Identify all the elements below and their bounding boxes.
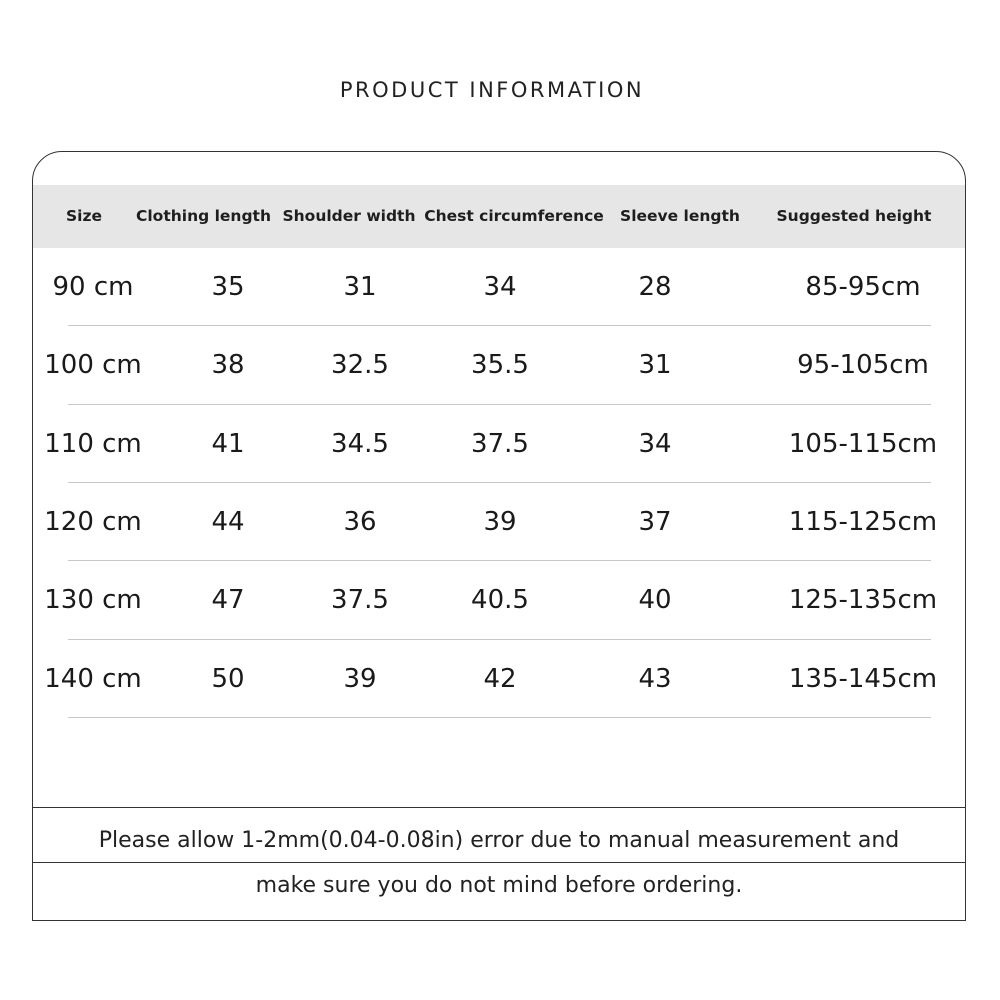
cell-suggested-height: 115-125cm <box>788 506 938 537</box>
cell-shoulder-width: 32.5 <box>331 350 389 381</box>
note-line-2: make sure you do not mind before ordering. <box>255 873 743 898</box>
cell-sleeve-length: 31 <box>638 350 672 381</box>
cell-shoulder-width: 37.5 <box>331 585 389 616</box>
header-size: Size <box>65 207 102 225</box>
cell-suggested-height: 85-95cm <box>805 272 921 302</box>
page-title: PRODUCT INFORMATION <box>339 78 645 102</box>
header-clothing-length: Clothing length <box>135 207 272 225</box>
cell-sleeve-length: 40 <box>638 585 672 616</box>
table-row <box>33 561 965 639</box>
cell-clothing-length: 44 <box>211 506 245 537</box>
cell-shoulder-width: 31 <box>343 272 377 302</box>
size-chart-card <box>32 151 966 921</box>
cell-chest-circumference: 42 <box>483 663 517 694</box>
header-chest-circumference: Chest circumference <box>424 207 604 225</box>
table-header <box>33 185 965 248</box>
cell-sleeve-length: 28 <box>638 272 672 302</box>
cell-size: 130 cm <box>44 585 142 616</box>
cell-suggested-height: 105-115cm <box>788 428 938 459</box>
cell-clothing-length: 38 <box>211 350 245 381</box>
divider <box>33 807 965 808</box>
cell-suggested-height: 135-145cm <box>788 663 938 694</box>
table-row <box>33 405 965 483</box>
table-row <box>33 483 965 561</box>
cell-sleeve-length: 34 <box>638 428 672 459</box>
cell-size: 120 cm <box>44 506 142 537</box>
cell-sleeve-length: 43 <box>638 663 672 694</box>
header-shoulder-width: Shoulder width <box>282 207 416 225</box>
cell-shoulder-width: 36 <box>343 506 377 537</box>
table-row <box>33 640 965 718</box>
cell-chest-circumference: 40.5 <box>471 585 529 616</box>
cell-clothing-length: 47 <box>211 585 245 616</box>
cell-chest-circumference: 39 <box>483 506 517 537</box>
cell-shoulder-width: 39 <box>343 663 377 694</box>
cell-chest-circumference: 34 <box>483 272 517 302</box>
cell-shoulder-width: 34.5 <box>331 428 389 459</box>
table-row <box>33 248 965 326</box>
cell-chest-circumference: 37.5 <box>471 428 529 459</box>
cell-clothing-length: 50 <box>211 663 245 694</box>
cell-size: 140 cm <box>44 663 142 694</box>
header-suggested-height: Suggested height <box>776 207 932 225</box>
header-sleeve-length: Sleeve length <box>620 207 740 225</box>
cell-size: 100 cm <box>44 350 142 381</box>
cell-sleeve-length: 37 <box>638 506 672 537</box>
cell-clothing-length: 41 <box>211 428 245 459</box>
cell-suggested-height: 125-135cm <box>788 585 938 616</box>
table-row <box>33 326 965 404</box>
note-line-1: Please allow 1-2mm(0.04-0.08in) error due to manual measurement and <box>98 828 900 853</box>
cell-chest-circumference: 35.5 <box>471 350 529 381</box>
cell-clothing-length: 35 <box>211 272 245 302</box>
row-divider <box>68 717 931 718</box>
cell-size: 110 cm <box>44 428 142 459</box>
cell-suggested-height: 95-105cm <box>797 350 929 381</box>
cell-size: 90 cm <box>52 272 134 302</box>
divider <box>33 862 965 863</box>
